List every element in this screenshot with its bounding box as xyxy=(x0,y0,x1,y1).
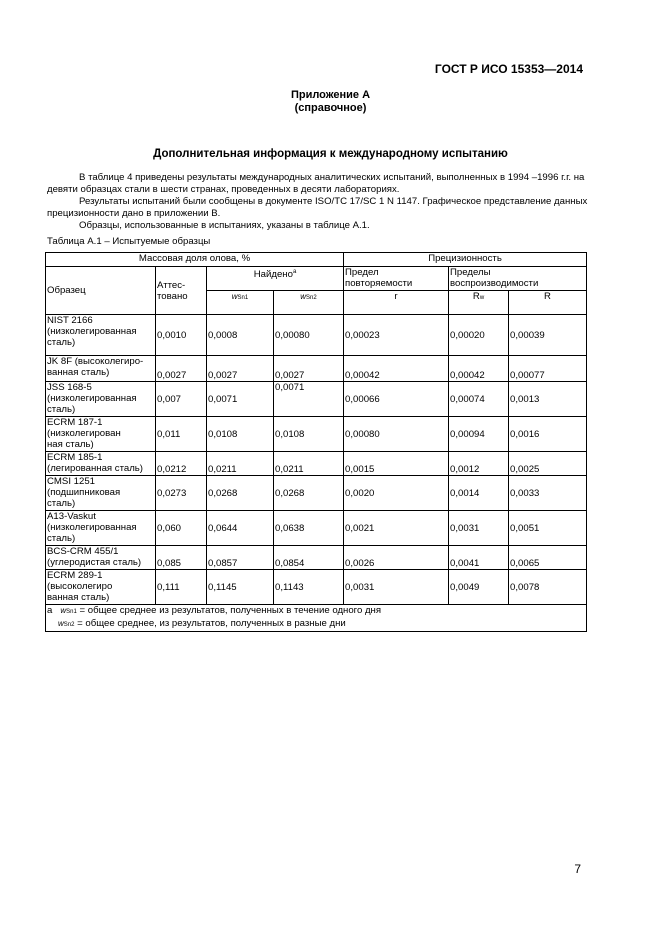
header-rw-symbol: R xyxy=(472,291,480,302)
samples-table xyxy=(45,252,587,632)
cell-sample: JSS 168-5 (низколегированная сталь) xyxy=(46,382,156,417)
footnote-2-sub: Sn2 xyxy=(63,622,75,628)
table-caption: Таблица А.1 – Испытуемые образцы xyxy=(47,236,211,247)
cell-rw: 0,00020 xyxy=(449,315,509,356)
cell-R: 0,0051 xyxy=(509,511,587,546)
cell-R: 0,0013 xyxy=(509,382,587,417)
header-found-sup: a xyxy=(292,269,297,275)
cell-w2: 0,0071 xyxy=(274,382,344,417)
cell-R: 0,0033 xyxy=(509,476,587,511)
cell-rw: 0,0049 xyxy=(449,570,509,605)
table-row xyxy=(46,570,587,605)
cell-sample: NIST 2166 (низколегированная сталь) xyxy=(46,315,156,356)
cell-rw: 0,0012 xyxy=(449,452,509,476)
cell-sample: A13-Vaskut (низколегированная сталь) xyxy=(46,511,156,546)
cell-r: 0,00066 xyxy=(344,382,449,417)
cell-w2: 0,0211 xyxy=(274,452,344,476)
annex-title-block xyxy=(0,89,661,115)
header-certified: Аттес- товано xyxy=(156,267,207,315)
cell-rw: 0,0031 xyxy=(449,511,509,546)
cell-sample: CMSI 1251 (подшипниковая сталь) xyxy=(46,476,156,511)
cell-sample: JK 8F (высоколегиро- ванная сталь) xyxy=(46,356,156,382)
header-w-sn2-sub: Sn2 xyxy=(306,295,317,301)
cell-R: 0,00077 xyxy=(509,356,587,382)
cell-r: 0,00023 xyxy=(344,315,449,356)
cell-w1: 0,0027 xyxy=(207,356,274,382)
footnote-row xyxy=(46,605,587,632)
cell-w1: 0,0211 xyxy=(207,452,274,476)
header-w-sn1-symbol: w xyxy=(231,292,238,301)
table-row xyxy=(46,546,587,570)
header-w-sn2 xyxy=(274,291,344,315)
cell-r: 0,0020 xyxy=(344,476,449,511)
table-footnotes xyxy=(46,605,587,632)
header-w-sn1-sub: Sn1 xyxy=(237,295,249,301)
section-heading: Дополнительная информация к международному испытанию xyxy=(153,148,508,160)
cell-w1: 0,0008 xyxy=(207,315,274,356)
header-repeat-limit: Предел повторяемости xyxy=(344,267,449,291)
footnote-1 xyxy=(47,605,585,618)
header-R: R xyxy=(509,291,587,315)
cell-certified: 0,0027 xyxy=(156,356,207,382)
footnote-mark: a xyxy=(47,605,53,616)
table-row xyxy=(46,452,587,476)
cell-R: 0,00039 xyxy=(509,315,587,356)
cell-certified: 0,0273 xyxy=(156,476,207,511)
footnote-1-sub: Sn1 xyxy=(66,609,77,615)
table-row xyxy=(46,511,587,546)
annex-title: Приложение А xyxy=(290,89,371,101)
cell-r: 0,0031 xyxy=(344,570,449,605)
page-number: 7 xyxy=(574,862,581,876)
cell-w2: 0,1143 xyxy=(274,570,344,605)
cell-certified: 0,007 xyxy=(156,382,207,417)
table-row xyxy=(46,315,587,356)
header-w-sn2-symbol: w xyxy=(300,292,307,301)
cell-rw: 0,00074 xyxy=(449,382,509,417)
annex-subtitle: (справочное) xyxy=(294,102,367,114)
cell-w2: 0,0108 xyxy=(274,417,344,452)
cell-rw: 0,00042 xyxy=(449,356,509,382)
header-sample: Образец xyxy=(46,267,156,315)
footnote-2 xyxy=(47,618,585,631)
cell-certified: 0,0010 xyxy=(156,315,207,356)
header-rw xyxy=(449,291,509,315)
cell-r: 0,0026 xyxy=(344,546,449,570)
paragraph-3: Образцы, использованные в испытаниях, указаны в таблице А.1. xyxy=(79,220,370,231)
cell-r: 0,0015 xyxy=(344,452,449,476)
cell-w1: 0,0268 xyxy=(207,476,274,511)
cell-w1: 0,0857 xyxy=(207,546,274,570)
table-row xyxy=(46,417,587,452)
header-repro-limits: Пределы воспроизводимости xyxy=(449,267,587,291)
cell-w1: 0,0108 xyxy=(207,417,274,452)
cell-certified: 0,085 xyxy=(156,546,207,570)
footnote-1-symbol: w xyxy=(60,606,67,615)
cell-w2: 0,0638 xyxy=(274,511,344,546)
header-rw-sub: w xyxy=(479,295,485,301)
cell-r: 0,00080 xyxy=(344,417,449,452)
header-found-label: Найдено xyxy=(253,269,293,281)
footnote-2-text: = общее среднее, из результатов, полученных в разные дни xyxy=(74,618,346,629)
cell-sample: ECRM 289-1 (высоколегиро ванная сталь) xyxy=(46,570,156,605)
cell-w2: 0,0268 xyxy=(274,476,344,511)
header-mass-fraction: Массовая доля олова, % xyxy=(46,253,344,267)
cell-w1: 0,0644 xyxy=(207,511,274,546)
cell-R: 0,0078 xyxy=(509,570,587,605)
footnote-1-text: = общее среднее из результатов, полученных в течение одного дня xyxy=(76,605,382,616)
cell-R: 0,0065 xyxy=(509,546,587,570)
cell-certified: 0,111 xyxy=(156,570,207,605)
header-precision: Прецизионность xyxy=(344,253,587,267)
cell-certified: 0,060 xyxy=(156,511,207,546)
cell-certified: 0,0212 xyxy=(156,452,207,476)
cell-sample: ECRM 185-1 (легированная сталь) xyxy=(46,452,156,476)
cell-rw: 0,0041 xyxy=(449,546,509,570)
cell-w1: 0,1145 xyxy=(207,570,274,605)
cell-R: 0,0016 xyxy=(509,417,587,452)
cell-w2: 0,0027 xyxy=(274,356,344,382)
header-found xyxy=(207,267,344,291)
header-r: r xyxy=(344,291,449,315)
cell-r: 0,00042 xyxy=(344,356,449,382)
footnote-2-symbol: w xyxy=(58,619,64,628)
cell-w1: 0,0071 xyxy=(207,382,274,417)
cell-w2: 0,0854 xyxy=(274,546,344,570)
cell-certified: 0,011 xyxy=(156,417,207,452)
cell-w2: 0,00080 xyxy=(274,315,344,356)
cell-sample: BCS-CRM 455/1 (углеродистая сталь) xyxy=(46,546,156,570)
cell-R: 0,0025 xyxy=(509,452,587,476)
standard-header: ГОСТ Р ИСО 15353—2014 xyxy=(434,62,583,76)
table-row xyxy=(46,356,587,382)
cell-r: 0,0021 xyxy=(344,511,449,546)
table-row xyxy=(46,382,587,417)
cell-sample: ECRM 187-1 (низколегирован ная сталь) xyxy=(46,417,156,452)
header-w-sn1 xyxy=(207,291,274,315)
paragraph-1: В таблице 4 приведены результаты международных аналитических испытаний, выполненных в 1994 –1996 г.г. на девяти образцах стали в шести странах, проведенных в десяти лабораториях. xyxy=(47,172,585,195)
cell-rw: 0,0014 xyxy=(449,476,509,511)
cell-rw: 0,00094 xyxy=(449,417,509,452)
table-row xyxy=(46,476,587,511)
paragraph-2: Результаты испытаний были сообщены в документе ISO/TC 17/SC 1 N 1147. Графическое представление данных прецизионности дано в приложении B. xyxy=(47,196,588,219)
